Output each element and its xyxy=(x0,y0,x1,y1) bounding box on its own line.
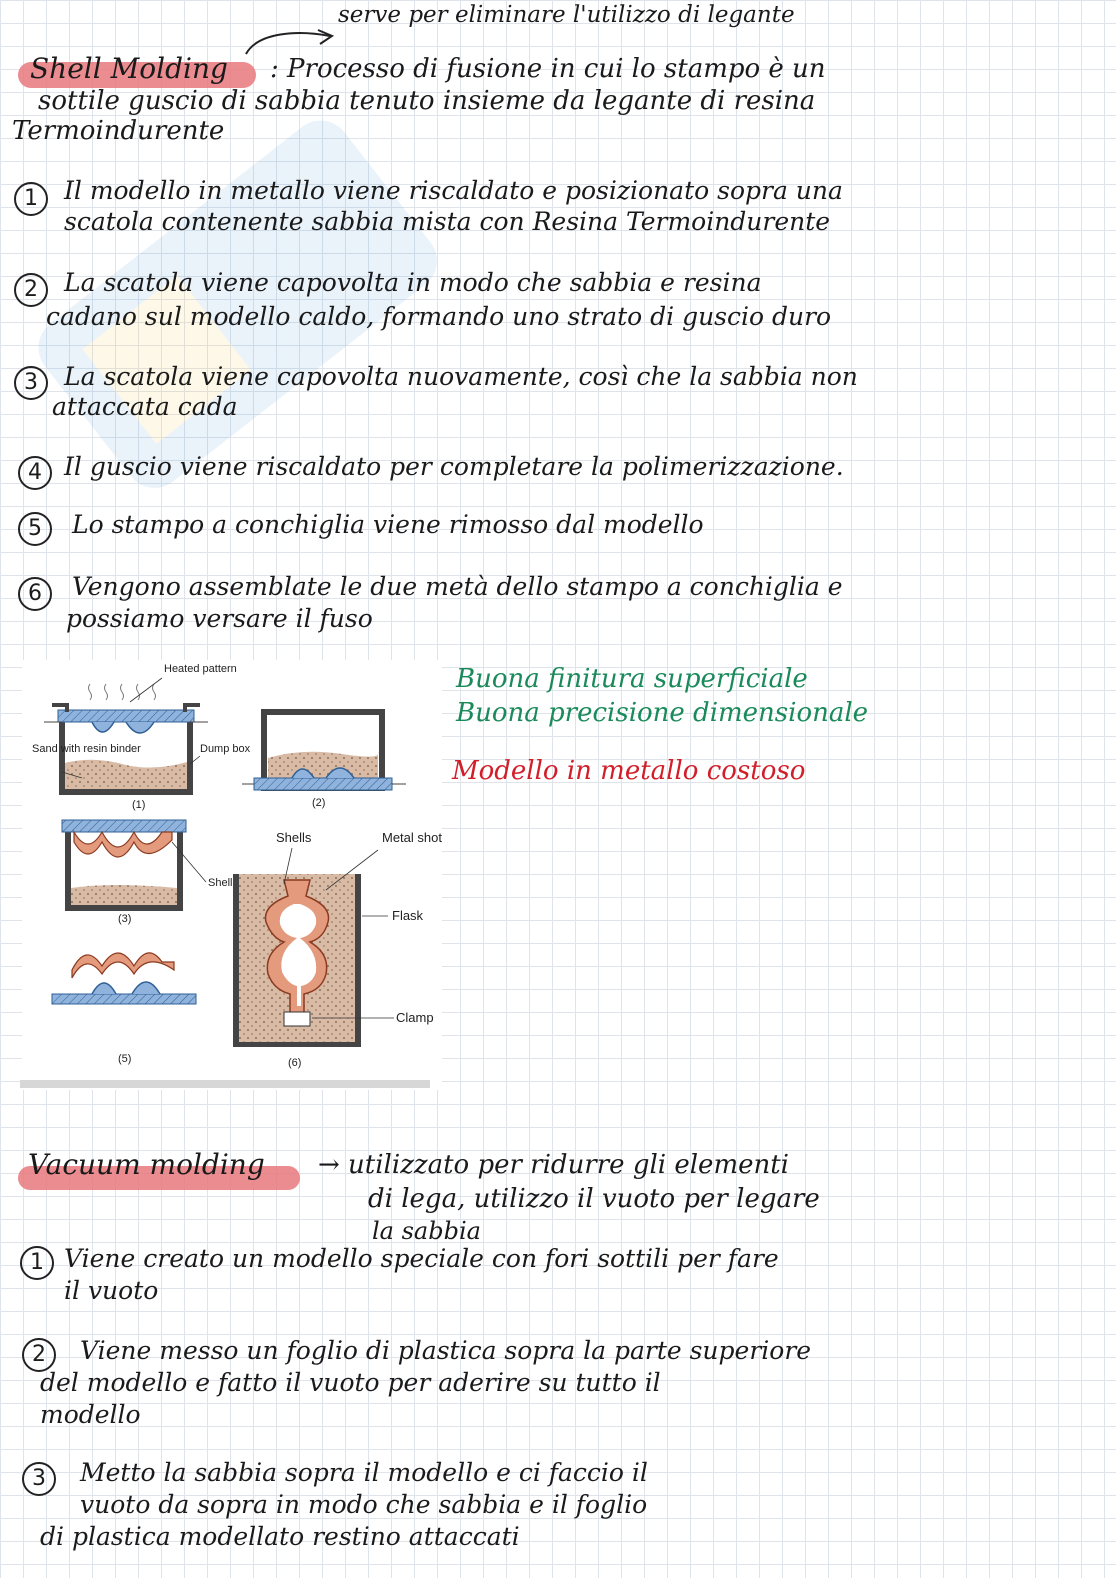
vacuum-definition-1: → utilizzato per ridurre gli elementi xyxy=(318,1150,789,1180)
shell-molding-figure xyxy=(22,660,442,1090)
figure-caption-2: (2) xyxy=(312,797,326,809)
vacuum-definition-2: di lega, utilizzo il vuoto per legare xyxy=(368,1184,820,1214)
shell-step-4-line1: Il guscio viene riscaldato per completare la polimerizzazione. xyxy=(64,452,844,481)
figure-caption-1: (1) xyxy=(132,799,146,811)
vacuum-step-1-line1: Viene creato un modello speciale con fori sottili per fare xyxy=(64,1244,779,1273)
vacuum-step-2-line1: Viene messo un foglio di plastica sopra la parte superiore xyxy=(80,1336,812,1365)
label-dump-box: Dump box xyxy=(200,743,251,755)
label-sand-binder: Sand with resin binder xyxy=(32,743,141,755)
label-flask: Flask xyxy=(392,908,424,923)
shell-step-3-line1: La scatola viene capovolta nuovamente, così che la sabbia non xyxy=(64,362,858,391)
step-number: 1 xyxy=(14,182,48,216)
step-number: 5 xyxy=(18,512,52,546)
pro-dimensional-precision: Buona precisione dimensionale xyxy=(456,698,869,728)
pro-surface-finish: Buona finitura superficiale xyxy=(456,664,808,694)
label-metal-shot xyxy=(382,830,442,845)
vacuum-step-2-line3: modello xyxy=(40,1400,141,1429)
figure-step-5 xyxy=(52,953,196,1065)
figure-caption-6: (6) xyxy=(288,1057,302,1069)
step-number: 2 xyxy=(14,273,48,307)
figure-step-6 xyxy=(236,830,442,1069)
con-expensive-metal-pattern: Modello in metallo costoso xyxy=(452,756,806,786)
figure-step-1 xyxy=(32,663,251,811)
label-shell: Shell xyxy=(208,877,233,889)
shell-step-5-line1: Lo stampo a conchiglia viene rimosso dal modello xyxy=(72,510,704,539)
figure-caption-3: (3) xyxy=(118,913,132,925)
step-number: 2 xyxy=(22,1338,56,1372)
shell-step-6-line2: possiamo versare il fuso xyxy=(66,604,373,633)
shell-step-6-line1: Vengono assemblate le due metà dello stampo a conchiglia e xyxy=(72,572,843,601)
figure-caption-5: (5) xyxy=(118,1053,132,1065)
vacuum-definition-3: la sabbia xyxy=(372,1217,481,1245)
label-clamp: Clamp xyxy=(396,1010,434,1025)
vacuum-step-3-line2: vuoto da sopra in modo che sabbia e il foglio xyxy=(80,1490,648,1519)
shell-definition-3: Termoindurente xyxy=(12,116,225,146)
step-number: 1 xyxy=(20,1246,54,1280)
section-title-shell: Shell Molding xyxy=(30,52,228,85)
shell-step-1-line1: Il modello in metallo viene riscaldato e posizionato sopra una xyxy=(64,176,843,205)
vacuum-step-1-line2: il vuoto xyxy=(64,1276,159,1305)
label-heated-pattern: Heated pattern xyxy=(164,663,237,675)
section-title-vacuum: Vacuum molding xyxy=(28,1148,265,1181)
step-number: 3 xyxy=(14,366,48,400)
label-shells: Shells xyxy=(276,830,312,845)
vacuum-step-3-line1: Metto la sabbia sopra il modello e ci faccio il xyxy=(80,1458,648,1487)
step-number: 4 xyxy=(18,456,52,490)
shell-definition-1: : Processo di fusione in cui lo stampo è un xyxy=(270,54,826,84)
shell-step-2-line1: La scatola viene capovolta in modo che sabbia e resina xyxy=(64,268,762,297)
vacuum-step-2-line2: del modello e fatto il vuoto per aderire su tutto il xyxy=(40,1368,661,1397)
shell-definition-2: sottile guscio di sabbia tenuto insieme da legante di resina xyxy=(38,86,816,116)
top-arrow-note: serve per eliminare l'utilizzo di legante xyxy=(338,2,795,28)
vacuum-step-3-line3: di plastica modellato restino attaccati xyxy=(40,1522,520,1551)
step-number: 3 xyxy=(22,1462,56,1496)
figure-bottom-bar xyxy=(20,1080,430,1088)
shell-step-2-line2: cadano sul modello caldo, formando uno strato di guscio duro xyxy=(46,302,832,331)
shell-step-3-line2: attaccata cada xyxy=(52,392,238,421)
figure-step-3 xyxy=(62,820,232,925)
shell-step-1-line2: scatola contenente sabbia mista con Resina Termoindurente xyxy=(64,207,831,236)
step-number: 6 xyxy=(18,577,52,611)
figure-step-2 xyxy=(242,712,406,809)
label-metal-shot-text: Metal shot xyxy=(382,830,442,845)
